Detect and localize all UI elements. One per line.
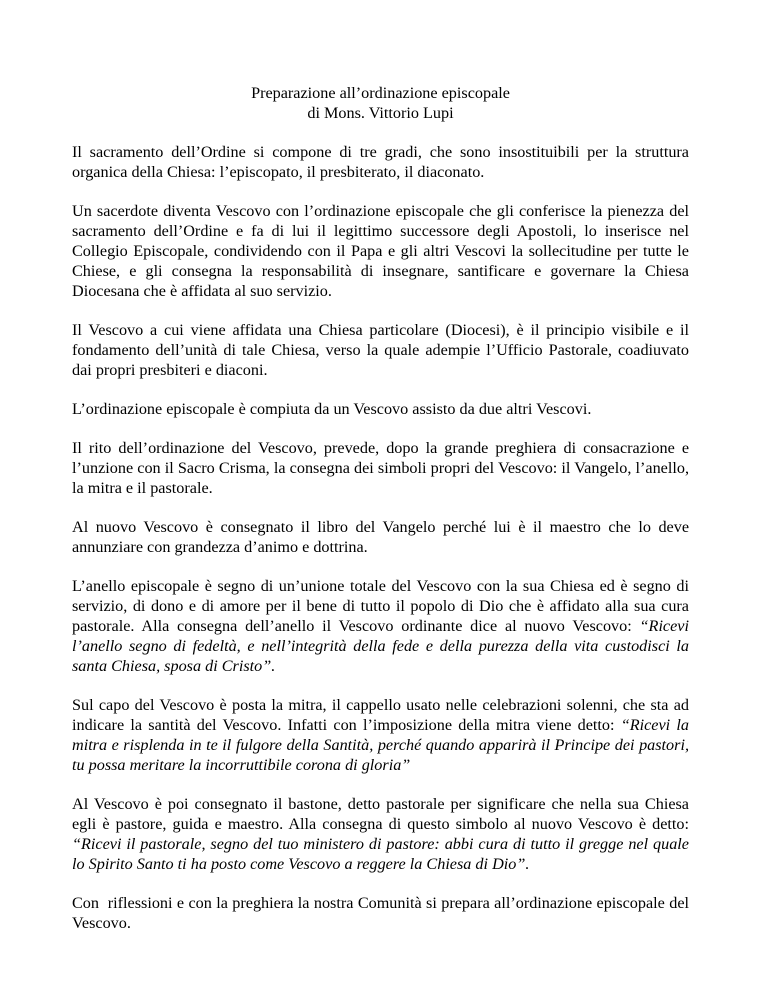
paragraph-8 — [72, 695, 689, 775]
paragraph-1: Il sacramento dell’Ordine si compone di tre gradi, che sono insostituibili per la struttura organica della Chiesa: l’episcopato, il presbiterato, il diaconato. — [72, 143, 689, 181]
paragraph-6: Al nuovo Vescovo è consegnato il libro del Vangelo perché lui è il maestro che lo deve annunziare con grandezza d’animo e dottrina. — [72, 518, 689, 556]
paragraph-9 — [72, 794, 689, 874]
paragraph-2: Un sacerdote diventa Vescovo con l’ordinazione episcopale che gli conferisce la pienezza del sacramento dell’Ordine e fa di lui il legittimo successore degli Apostoli, lo inserisce nel Collegio Episcopale, condividendo con il Papa e gli altri Vescovi la sollecitudine per tutte le Chiese, e gli consegna la responsabilità di insegnare, santificare e governare la Chiesa Diocesana che è affidata al suo servizio. — [72, 202, 689, 300]
paragraph-4: L’ordinazione episcopale è compiuta da un Vescovo assisto da due altri Vescovi. — [72, 400, 592, 418]
document-title — [72, 83, 689, 123]
paragraph-5: Il rito dell’ordinazione del Vescovo, prevede, dopo la grande preghiera di consacrazione e l’unzione con il Sacro Crisma, la consegna dei simboli propri del Vescovo: il Vangelo, l’anello, la mitra e il pastorale. — [72, 439, 689, 497]
paragraph-7 — [72, 576, 689, 676]
paragraph-9-text: Al Vescovo è poi consegnato il bastone, detto pastorale per significare che nella sua Chiesa egli è pastore, guida e maestro. Alla consegna di questo simbolo al nuovo Vescovo è detto: — [72, 795, 689, 833]
paragraph-7-text: L’anello episcopale è segno di un’unione totale del Vescovo con la sua Chiesa ed è segno di servizio, di dono e di amore per il bene di tutto il popolo di Dio che è affidato alla sua cura pastorale. Alla consegna dell’anello il Vescovo ordinante dice al nuovo Vescovo: — [72, 577, 689, 635]
paragraph-8-text: Sul capo del Vescovo è posta la mitra, il cappello usato nelle celebrazioni solenni, che sta ad indicare la santità del Vescovo. Infatti con l’imposizione della mitra viene detto: — [72, 696, 689, 734]
paragraph-7-quote: “Ricevi l’anello segno di fedeltà, e nell’integrità della fede e della purezza della vita custodisci la santa Chiesa, sposa di Cristo”. — [72, 617, 689, 675]
title-line-2: di Mons. Vittorio Lupi — [307, 104, 454, 122]
paragraph-8-quote: “Ricevi la mitra e risplenda in te il fulgore della Santità, perché quando apparirà il Principe dei pastori, tu possa meritare la incorruttibile corona di gloria” — [72, 716, 689, 774]
document-page — [72, 83, 693, 952]
title-line-1: Preparazione all’ordinazione episcopale — [251, 84, 510, 102]
paragraph-9-quote: “Ricevi il pastorale, segno del tuo ministero di pastore: abbi cura di tutto il gregge nel quale lo Spirito Santo ti ha posto come Vescovo a reggere la Chiesa di Dio”. — [72, 835, 689, 873]
paragraph-3: Il Vescovo a cui viene affidata una Chiesa particolare (Diocesi), è il principio visibile e il fondamento dell’unità di tale Chiesa, verso la quale adempie l’Ufficio Pastorale, coadiuvato dai propri presbiteri e diaconi. — [72, 321, 689, 379]
paragraph-10: Con riflessioni e con la preghiera la nostra Comunità si prepara all’ordinazione episcopale del Vescovo. — [72, 894, 693, 932]
